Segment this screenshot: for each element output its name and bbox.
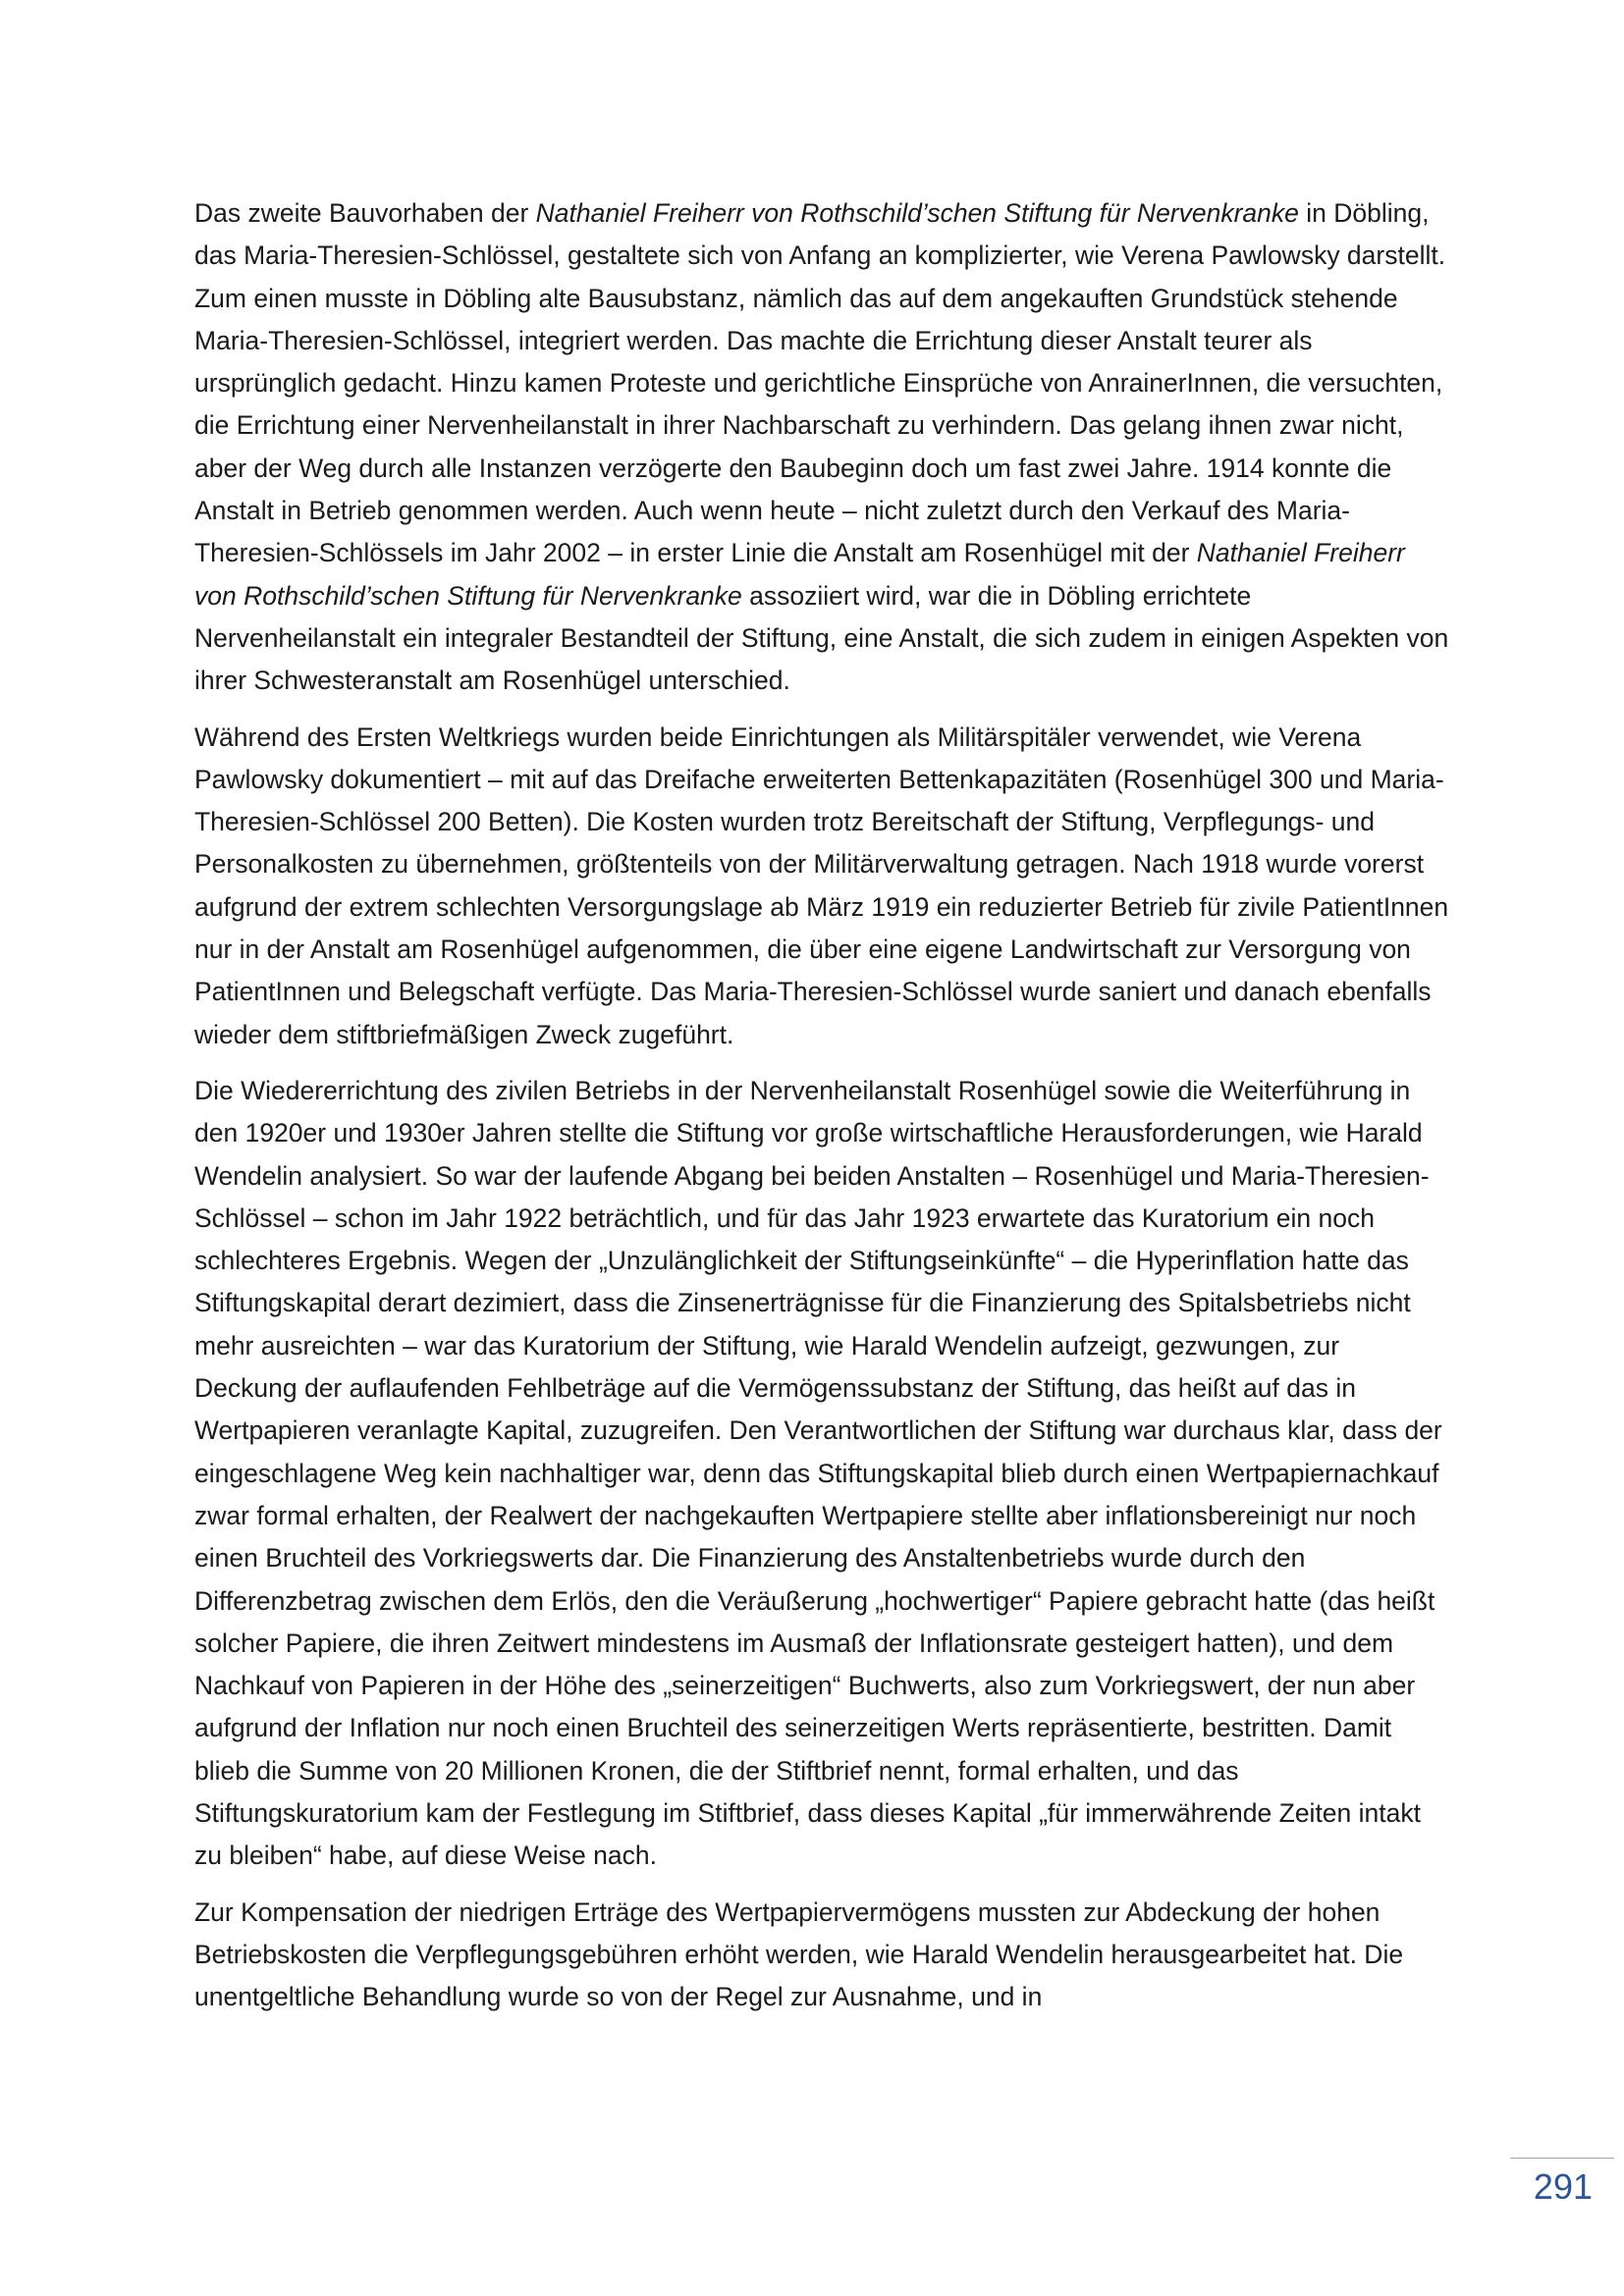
paragraph-1-segment: Das zweite Bauvorhaben der bbox=[194, 198, 536, 228]
paragraph-4 bbox=[194, 1892, 1449, 2019]
footer-rule bbox=[1510, 2158, 1614, 2159]
paragraph-2-text: Während des Ersten Weltkriegs wurden beide Einrichtungen als Militärspitäler verwendet, wie Verena Pawlowsky dokumentiert – mit auf das Dreifache erweiterten Bettenkapazitäten (Rosenhügel 300 und Maria-Theresien-Schlössel 200 Betten). Die Kosten wurden trotz Bereitschaft der Stiftung, Verpflegungs- und Personalkosten zu übernehmen, größtenteils von der Militärverwaltung getragen. Nach 1918 wurde vorerst aufgrund der extrem schlechten Versorgungslage ab März 1919 ein reduzierter Betrieb für zivile PatientInnen nur in der Anstalt am Rosenhügel aufgenommen, die über eine eigene Landwirtschaft zur Versorgung von PatientInnen und Belegschaft verfügte. Das Maria-Theresien-Schlössel wurde saniert und danach ebenfalls wieder dem stiftbriefmäßigen Zweck zugeführt. bbox=[194, 721, 1449, 1049]
page-footer bbox=[1510, 2158, 1614, 2226]
foundation-name-italic: Nathaniel Freiherr von Rothschild’schen Stiftung für Nervenkranke bbox=[194, 538, 1405, 611]
page-number: 291 bbox=[1533, 2166, 1593, 2207]
paragraph-3 bbox=[194, 1070, 1449, 1878]
paragraph-2 bbox=[194, 717, 1449, 1056]
body-text bbox=[194, 192, 1449, 2032]
paragraph-1 bbox=[194, 192, 1449, 703]
paragraph-1-segment: in Döbling, das Maria-Theresien-Schlössel, gestaltete sich von Anfang an komplizierter, wie Verena Pawlowsky darstellt. Zum einen musste in Döbling alte Bausubstanz, nämlich das auf dem angekauften Grundstück stehende Maria-Theresien-Schlössel, integriert werden. Das machte die Errichtung dieser Anstalt teurer als ursprünglich gedacht. Hinzu kamen Proteste und gerichtliche Einsprüche von AnrainerInnen, die versuchten, die Errichtung einer Nervenheilanstalt in ihrer Nachbarschaft zu verhindern. Das gelang ihnen zwar nicht, aber der Weg durch alle Instanzen verzögerte den Baubeginn doch um fast zwei Jahre. 1914 konnte die Anstalt in Betrieb genommen werden. Auch wenn heute – nicht zuletzt durch den Verkauf des Maria-Theresien-Schlössels im Jahr 2002 – in erster Linie die Anstalt am Rosenhügel mit der bbox=[194, 198, 1446, 568]
paragraph-4-text: Zur Kompensation der niedrigen Erträge des Wertpapiervermögens mussten zur Abdeckung der hohen Betriebskosten die Verpflegungsgebühren erhöht werden, wie Harald Wendelin herausgearbeitet hat. Die unentgeltliche Behandlung wurde so von der Regel zur Ausnahme, und in bbox=[194, 1896, 1404, 2012]
foundation-name-italic: Nathaniel Freiherr von Rothschild’schen Stiftung für Nervenkranke bbox=[535, 198, 1299, 228]
paragraph-1-segment: assoziiert wird, war die in Döbling errichtete Nervenheilanstalt ein integraler Bestandteil der Stiftung, eine Anstalt, die sich zudem in einigen Aspekten von ihrer Schwesteranstalt am Rosenhügel unterschied. bbox=[194, 580, 1449, 696]
paragraph-3-text: Die Wiedererrichtung des zivilen Betriebs in der Nervenheilanstalt Rosenhügel sowie die Weiterführung in den 1920er und 1930er Jahren stellte die Stiftung vor große wirtschaftliche Herausforderungen, wie Harald Wendelin analysiert. So war der laufende Abgang bei beiden Anstalten – Rosenhügel und Maria-Theresien-Schlössel – schon im Jahr 1922 beträchtlich, und für das Jahr 1923 erwartete das Kuratorium ein noch schlechteres Ergebnis. Wegen der „Unzulänglichkeit der Stiftungseinkünfte“ – die Hyperinflation hatte das Stiftungskapital derart dezimiert, dass die Zinsenerträgnisse für die Finanzierung des Spitalsbetriebs nicht mehr ausreichten – war das Kuratorium der Stiftung, wie Harald Wendelin aufzeigt, gezwungen, zur Deckung der auflaufenden Fehlbeträge auf die Vermögenssubstanz der Stiftung, das heißt auf das in Wertpapieren veranlagte Kapital, zuzugreifen. Den Verantwortlichen der Stiftung war durchaus klar, dass der eingeschlagene Weg kein nachhaltiger war, denn das Stiftungskapital blieb durch einen Wertpapiernachkauf zwar formal erhalten, der Realwert der nachgekauften Wertpapiere stellte aber inflationsbereinigt nur noch einen Bruchteil des Vorkriegswerts dar. Die Finanzierung des Anstaltenbetriebs wurde durch den Differenzbetrag zwischen dem Erlös, den die Veräußerung „hochwertiger“ Papiere gebracht hatte (das heißt solcher Papiere, die ihren Zeitwert mindestens im Ausmaß der Inflationsrate gesteigert hatten), und dem Nachkauf von Papieren in der Höhe des „seinerzeitigen“ Buchwerts, also zum Vorkriegswert, der nun aber aufgrund der Inflation nur noch einen Bruchteil des seinerzeitigen Werts repräsentierte, bestritten. Damit blieb die Summe von 20 Millionen Kronen, die der Stiftbrief nennt, formal erhalten, und das Stiftungskuratorium kam der Festlegung im Stiftbrief, dass dieses Kapital „für immerwährende Zeiten intakt zu bleiben“ habe, auf diese Weise nach. bbox=[194, 1075, 1442, 1871]
